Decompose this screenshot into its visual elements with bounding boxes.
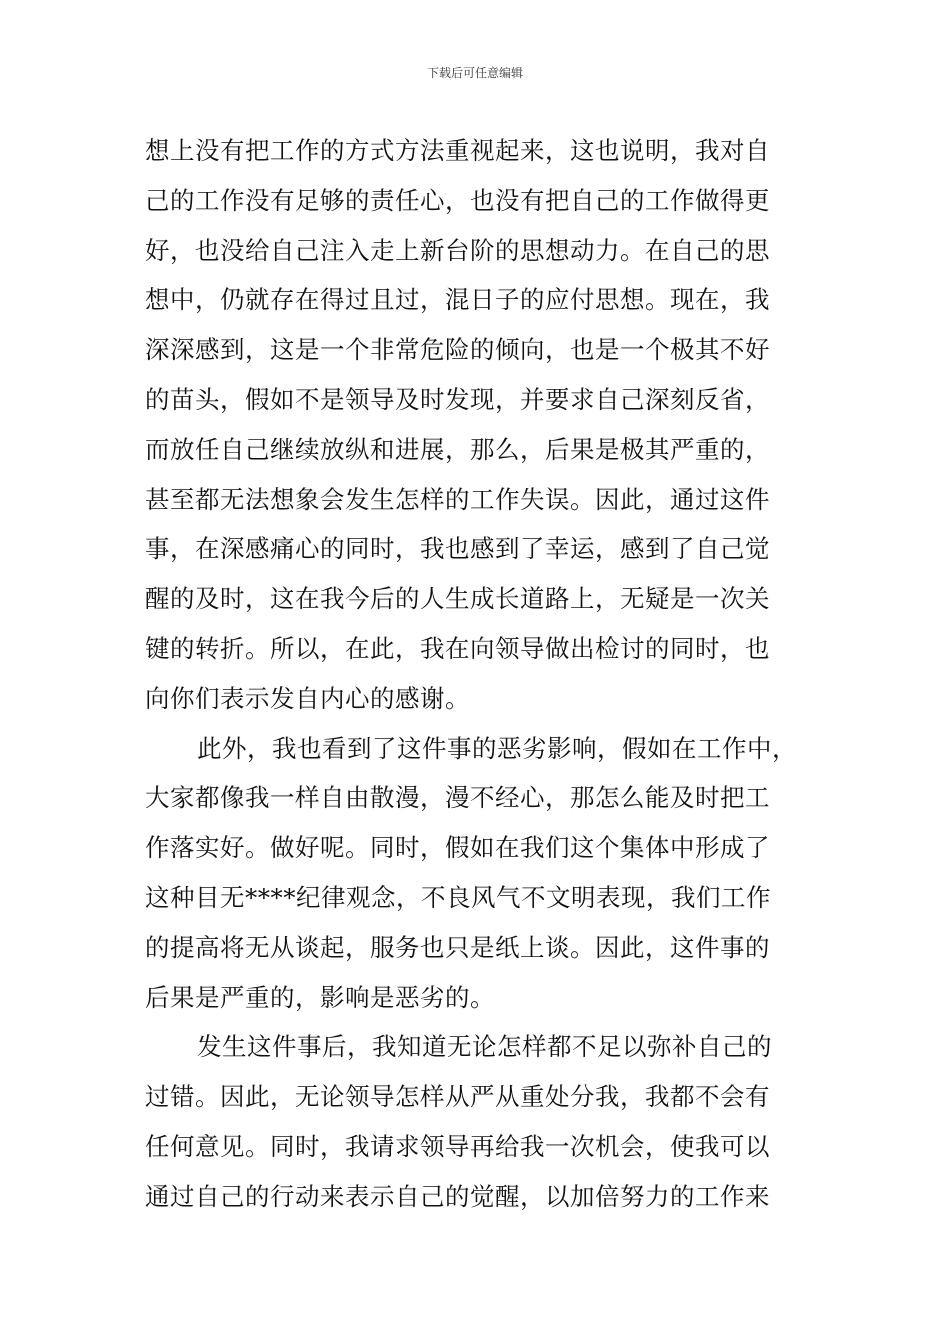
text-line: 的苗头，假如不是领导及时发现，并要求自己深刻反省， bbox=[145, 384, 770, 414]
text-line: 通过自己的行动来表示自己的觉醒，以加倍努力的工作来 bbox=[145, 1181, 770, 1211]
text-line: 而放任自己继续放纵和进展，那么，后果是极其严重的， bbox=[145, 434, 770, 464]
text-line: 想中，仍就存在得过且过，混日子的应付思想。现在，我 bbox=[145, 285, 770, 315]
text-line: 作落实好。做好呢。同时，假如在我们这个集体中形成了 bbox=[145, 833, 770, 863]
text-line: 后果是严重的，影响是恶劣的。 bbox=[145, 982, 495, 1012]
text-line: 甚至都无法想象会发生怎样的工作失误。因此，通过这件 bbox=[145, 484, 770, 514]
text-line: 向你们表示发自内心的感谢。 bbox=[145, 683, 470, 713]
text-line: 深深感到，这是一个非常危险的倾向，也是一个极其不好 bbox=[145, 335, 770, 365]
paragraph-3 bbox=[145, 1022, 810, 1221]
text-line: 的提高将无从谈起，服务也只是纸上谈。因此，这件事的 bbox=[145, 932, 770, 962]
text-line: 醒的及时，这在我今后的人生成长道路上，无疑是一次关 bbox=[145, 584, 770, 614]
paragraph-2 bbox=[145, 724, 810, 1023]
text-line: 发生这件事后，我知道无论怎样都不足以弥补自己的 bbox=[197, 1032, 772, 1062]
text-line: 想上没有把工作的方式方法重视起来，这也说明，我对自 bbox=[145, 136, 770, 165]
text-line: 己的工作没有足够的责任心，也没有把自己的工作做得更 bbox=[145, 185, 770, 215]
text-line: 此外，我也看到了这件事的恶劣影响，假如在工作中， bbox=[197, 733, 797, 763]
text-line: 事，在深感痛心的同时，我也感到了幸运，感到了自己觉 bbox=[145, 534, 770, 564]
document-body bbox=[145, 126, 810, 1222]
paragraph-1 bbox=[145, 126, 810, 724]
text-line: 过错。因此，无论领导怎样从严从重处分我，我都不会有 bbox=[145, 1082, 770, 1112]
text-line: 大家都像我一样自由散漫，漫不经心，那怎么能及时把工 bbox=[145, 783, 770, 813]
page-header: 下载后可任意编辑 bbox=[426, 66, 523, 80]
text-line: 这种目无****纪律观念，不良风气不文明表现，我们工作 bbox=[145, 882, 771, 912]
text-line: 好，也没给自己注入走上新台阶的思想动力。在自己的思 bbox=[145, 235, 770, 265]
text-line: 任何意见。同时，我请求领导再给我一次机会，使我可以 bbox=[145, 1131, 770, 1161]
text-line: 键的转折。所以，在此，我在向领导做出检讨的同时，也 bbox=[145, 633, 770, 663]
